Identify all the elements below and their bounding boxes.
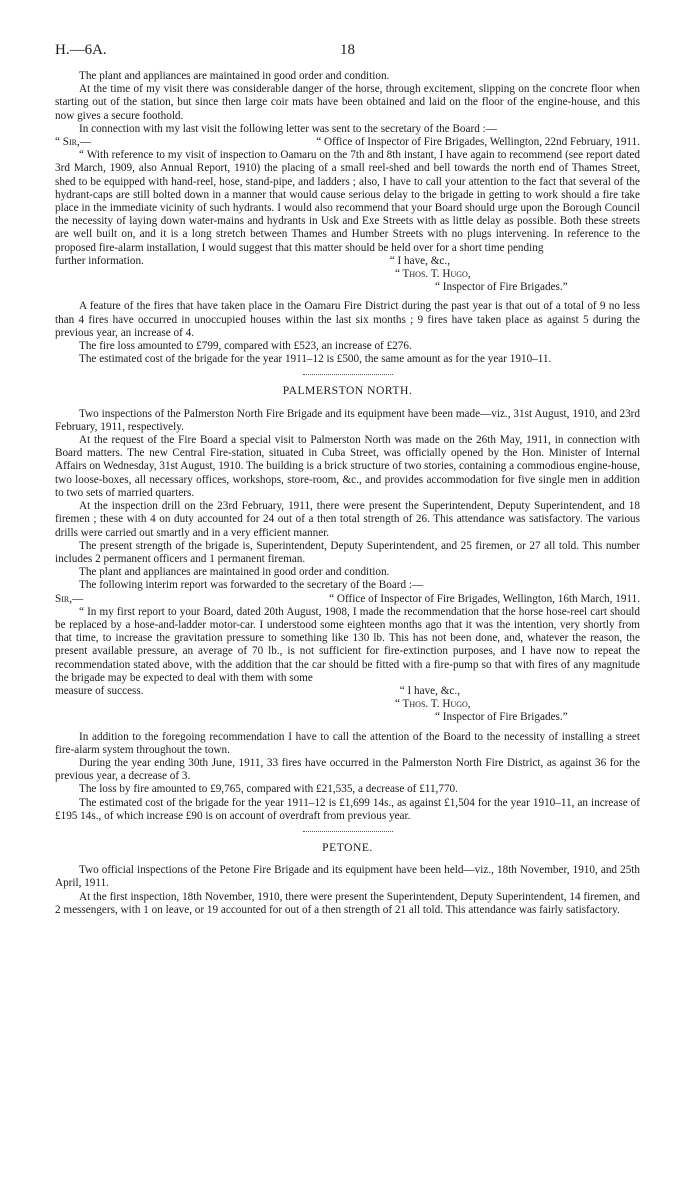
page-header: [55, 44, 640, 70]
paragraph: At the first inspection, 18th November, 1910, there were present the Superintendent, Deputy Superintendent, 14 firemen, and 2 messengers, with 1 on leave, or 19 accounted for out of a then strength of 21 all told. This attendance was fairly satisfactory.: [55, 890, 640, 916]
letter-heading: [55, 593, 640, 606]
paragraph: At the time of my visit there was considerable danger of the horse, through excitement, slipping on the concrete floor when starting out of the station, but since then large coir mats have been obtained and laid on the floor of the engine-house, and this now gives a secure foothold.: [55, 83, 640, 122]
paragraph: The fire loss amounted to £799, compared with £523, an increase of £276.: [79, 340, 412, 353]
paragraph: In connection with my last visit the following letter was sent to the secretary of the Board :—: [79, 122, 497, 135]
letter-closing-row: [55, 685, 640, 698]
paragraph: The plant and appliances are maintained in good order and condition.: [79, 566, 390, 579]
paragraph: In addition to the foregoing recommendation I have to call the attention of the Board to the necessity of installing a street fire-alarm system throughout the town.: [55, 730, 640, 756]
letter-salutation: “ Sir,—: [55, 136, 91, 149]
paragraph: The following interim report was forwarded to the secretary of the Board :—: [79, 579, 424, 592]
paragraph: A feature of the fires that have taken place in the Oamaru Fire District during the past year is that out of a total of 9 no less than 4 fires have occurred in unoccupied houses within the last six months ; 9 fires have taken place as against 5 during the previous year, an increase of 4.: [55, 300, 640, 339]
oamaru-section: [55, 70, 640, 366]
paragraph: The estimated cost of the brigade for the year 1911–12 is £500, the same amount as for the year 1910–11.: [79, 353, 552, 366]
paragraph: At the inspection drill on the 23rd February, 1911, there were present the Superintendent, Deputy Superintendent, and 18 firemen ; these with 4 on duty accounted for 24 out of a then total strength of 26. This attendance was satisfactory. The various drills were carried out smartly and in a very efficient manner.: [55, 500, 640, 539]
section-divider: [303, 374, 393, 375]
paragraph: The loss by fire amounted to £9,765, compared with £21,535, a decrease of £11,770.: [79, 783, 458, 796]
letter-body: “ In my first report to your Board, dated 20th August, 1908, I made the recommendation that the horse hose-reel cart should be replaced by a hose-and-ladder motor-car. I understood some eighteen months ago that it was the intention, very shortly from that time, to increase the gravitation pressure to something like 130 lb. This has not been done, and, whatever the reason, the present available pressure, an average of 70 lb., is not sufficient for fire-extinction purposes, and I have now to repeat the recommendation stated above, with the addition that the car should be fitted with a fire-pump so that with fires of any magnitude the brigade may be expected to deal with them with some: [55, 605, 640, 684]
section-divider: [303, 831, 393, 832]
letter-dateline: “ Office of Inspector of Fire Brigades, Wellington, 16th March, 1911.: [329, 592, 640, 605]
letter-signature: “ Thos. T. Hugo,: [395, 268, 471, 281]
letter-closing: “ I have, &c.,: [399, 684, 460, 697]
report-reference: H.—6A.: [55, 42, 107, 58]
page-number: 18: [340, 42, 355, 58]
section-heading: PALMERSTON NORTH.: [282, 384, 413, 398]
letter-signatory-title: “ Inspector of Fire Brigades.”: [435, 281, 568, 294]
petone-section: [55, 841, 640, 917]
letter-signatory-title: “ Inspector of Fire Brigades.”: [435, 711, 568, 724]
letter-heading: [55, 136, 640, 149]
section-heading: PETONE.: [322, 840, 373, 854]
palmerston-north-section: [55, 384, 640, 823]
letter-last-line: measure of success.: [55, 684, 144, 697]
paragraph: The estimated cost of the brigade for the year 1911–12 is £1,699 14s., as against £1,504 for the year 1910–11, an increase of £195 14s., of which increase £90 is on account of overdraft from previous year.: [55, 796, 640, 822]
letter-salutation: Sir,—: [55, 592, 84, 605]
letter-body: “ With reference to my visit of inspection to Oamaru on the 7th and 8th instant, I have again to recommend (see report dated 3rd March, 1909, also Annual Report, 1910) the placing of a small reel-shed and bell towards the north end of Thames Street, shed to be equipped with hand-reel, hose, stand-pipe, and ladders ; also, I have to call your attention to the fact that several of the hydrant-caps are still bolted down in a manner that would cause serious delay to the brigade in getting to work should a fire take place in the immediate vicinity of such hydrants. I would also recommend that your Board should urge upon the Borough Council the necessity of laying down water-mains and hydrants in Usk and Exe Streets with as little delay as possible. Both these streets are well built on, and it is a long stretch between Thames and Humber Streets with no plugs intervening. In reference to the proposed fire-alarm installation, I would suggest that this matter should be held over for a short time pending: [55, 149, 640, 254]
paragraph: Two official inspections of the Petone Fire Brigade and its equipment have been held—viz., 18th November, 1910, and 25th April, 1911.: [55, 864, 640, 890]
letter-closing-row: [55, 255, 640, 268]
paragraph: At the request of the Fire Board a special visit to Palmerston North was made on the 26th May, 1911, in connection with Board matters. The new Central Fire-station, situated in Cuba Street, was officially opened by the Hon. Minister of Internal Affairs on Wednesday, 31st August, 1910. The building is a brick structure of two stories, containing a commodious engine-house, two loose-boxes, all necessary offices, workshops, store-room, &c., and provides accommodation for five single men in addition to two sets of married quarters.: [55, 434, 640, 499]
paragraph: The present strength of the brigade is, Superintendent, Deputy Superintendent, and 25 firemen, or 27 all told. This number includes 2 permanent officers and 1 permanent fireman.: [55, 539, 640, 565]
letter-dateline: “ Office of Inspector of Fire Brigades, Wellington, 22nd February, 1911.: [316, 136, 640, 149]
paragraph: Two inspections of the Palmerston North Fire Brigade and its equipment have been made—viz., 31st August, 1910, and 23rd February, 1911, respectively.: [55, 407, 640, 433]
letter-signature: “ Thos. T. Hugo,: [395, 698, 471, 711]
paragraph: The plant and appliances are maintained in good order and condition.: [79, 70, 390, 82]
letter-closing: “ I have, &c.,: [389, 254, 450, 267]
paragraph: During the year ending 30th June, 1911, 33 fires have occurred in the Palmerston North Fire District, as against 36 for the previous year, a decrease of 3.: [55, 756, 640, 783]
letter-last-line: further information.: [55, 254, 144, 267]
